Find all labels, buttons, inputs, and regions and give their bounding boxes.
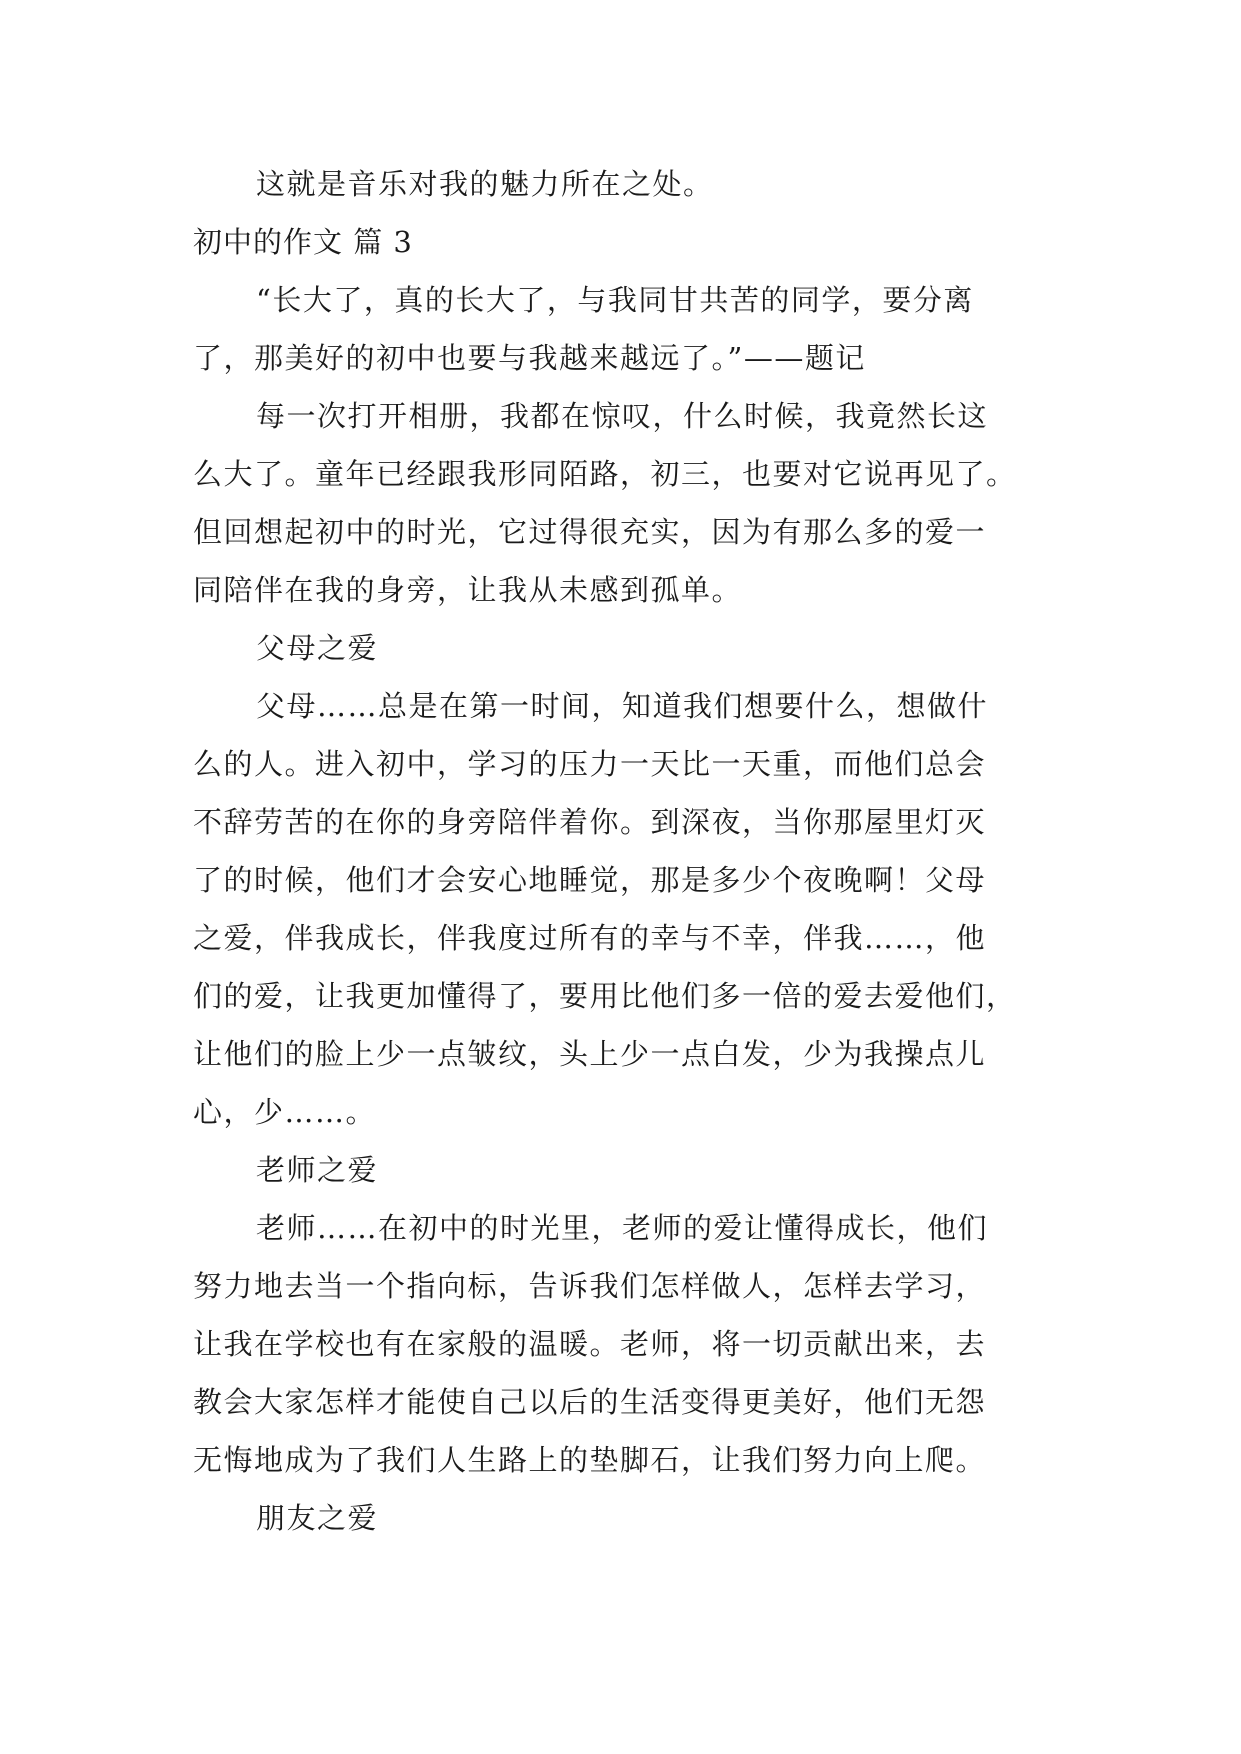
paragraph-line: 了的时候，他们才会安心地睡觉，那是多少个夜晚啊！父母 — [193, 863, 987, 897]
paragraph-line: 之爱，伴我成长，伴我度过所有的幸与不幸，伴我……，他 — [193, 921, 987, 955]
paragraph-line: 但回想起初中的时光，它过得很充实，因为有那么多的爱一 — [193, 515, 987, 549]
paragraph-line: 了，那美好的初中也要与我越来越远了。”——题记 — [193, 341, 866, 375]
paragraph-line: 努力地去当一个指向标，告诉我们怎样做人，怎样去学习， — [193, 1269, 987, 1303]
paragraph-line: 同陪伴在我的身旁，让我从未感到孤单。 — [193, 573, 743, 607]
paragraph-line: 么大了。童年已经跟我形同陌路，初三，也要对它说再见了。 — [193, 457, 1017, 491]
paragraph-line: 不辞劳苦的在你的身旁陪伴着你。到深夜，当你那屋里灯灭 — [193, 805, 987, 839]
paragraph-line: 无悔地成为了我们人生路上的垫脚石，让我们努力向上爬。 — [193, 1443, 987, 1477]
paragraph-line: 这就是音乐对我的魅力所在之处。 — [256, 167, 714, 201]
paragraph-line: 让我在学校也有在家般的温暖。老师，将一切贡献出来，去 — [193, 1327, 987, 1361]
paragraph-line: 么的人。进入初中，学习的压力一天比一天重，而他们总会 — [193, 747, 987, 781]
paragraph-line: 心，少……。 — [193, 1095, 377, 1129]
subheading: 朋友之爱 — [256, 1501, 379, 1535]
paragraph-line: 让他们的脸上少一点皱纹，头上少一点白发，少为我操点儿 — [193, 1037, 987, 1071]
subheading: 老师之爱 — [256, 1153, 379, 1187]
paragraph-line: 老师……在初中的时光里，老师的爱让懂得成长，他们 — [256, 1211, 989, 1245]
paragraph-line: 父母……总是在第一时间，知道我们想要什么，想做什 — [256, 689, 989, 723]
paragraph-line: “长大了，真的长大了，与我同甘共苦的同学，要分离 — [256, 283, 974, 317]
section-heading: 初中的作文 篇 3 — [193, 225, 413, 259]
paragraph-line: 教会大家怎样才能使自己以后的生活变得更美好，他们无怨 — [193, 1385, 987, 1419]
subheading: 父母之爱 — [256, 631, 379, 665]
paragraph-line: 每一次打开相册，我都在惊叹，什么时候，我竟然长这 — [256, 399, 989, 433]
paragraph-line: 们的爱，让我更加懂得了，要用比他们多一倍的爱去爱他们， — [193, 979, 1017, 1013]
